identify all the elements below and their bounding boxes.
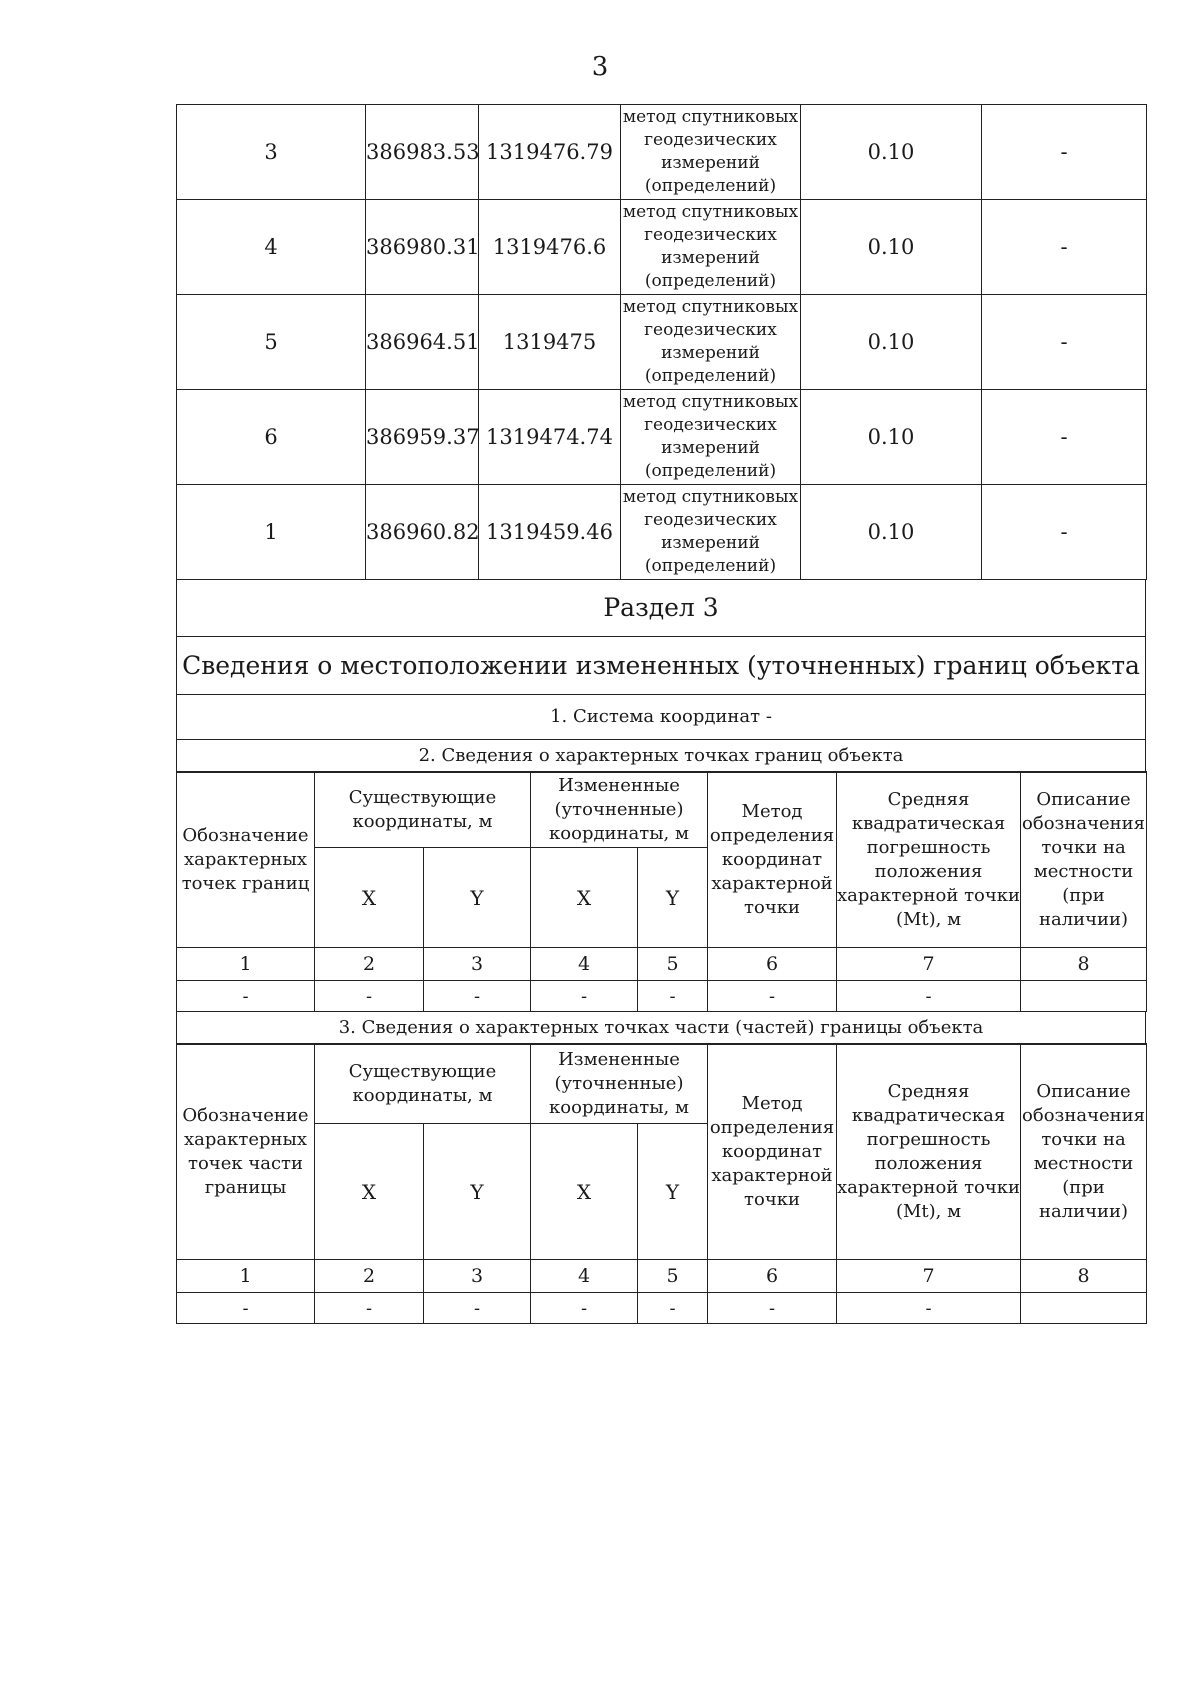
cell: - xyxy=(315,1293,424,1324)
point-number: 3 xyxy=(177,105,366,200)
cell xyxy=(1021,981,1147,1012)
cell: - xyxy=(177,981,315,1012)
column-number: 7 xyxy=(837,948,1021,981)
coordinates-table xyxy=(176,104,1147,580)
cell: - xyxy=(638,1293,708,1324)
method: метод спутниковых геодезических измерений (определений) xyxy=(621,105,801,200)
cell: - xyxy=(531,1293,638,1324)
col-description: Описание обозначения точки на местности (при наличии) xyxy=(1021,772,1147,948)
parts-heading-table xyxy=(176,1011,1146,1045)
column-number: 4 xyxy=(531,948,638,981)
table-row xyxy=(177,981,1147,1012)
cell: - xyxy=(837,981,1021,1012)
column-number: 1 xyxy=(177,948,315,981)
table-row xyxy=(177,200,1147,295)
table-row xyxy=(177,1293,1147,1324)
parts-heading-row xyxy=(177,1011,1146,1044)
coord-system-row xyxy=(177,694,1146,739)
parts-heading: 3. Сведения о характерных точках части (частей) границы объекта xyxy=(177,1011,1146,1044)
col-description: Описание обозначения точки на местности (при наличии) xyxy=(1021,1044,1147,1260)
col-accuracy: Средняя квадратическая погрешность положения характерной точки (Mt), м xyxy=(837,1044,1021,1260)
col-y: Y xyxy=(638,1124,708,1260)
cell: - xyxy=(177,1293,315,1324)
col-changed: Измененные (уточненные) координаты, м xyxy=(531,772,708,848)
column-number: 3 xyxy=(424,948,531,981)
coord-x: 386960.82 xyxy=(366,485,479,580)
coord-y: 1319475 xyxy=(479,295,621,390)
column-number: 2 xyxy=(315,948,424,981)
accuracy: 0.10 xyxy=(801,485,982,580)
cell xyxy=(1021,1293,1147,1324)
cell: - xyxy=(837,1293,1021,1324)
coord-x: 386980.31 xyxy=(366,200,479,295)
col-y: Y xyxy=(638,848,708,948)
col-x: X xyxy=(531,848,638,948)
page-number: 3 xyxy=(591,52,609,82)
cell: - xyxy=(424,1293,531,1324)
col-changed: Измененные (уточненные) координаты, м xyxy=(531,1044,708,1124)
coord-y: 1319476.6 xyxy=(479,200,621,295)
cell: - xyxy=(424,981,531,1012)
description: - xyxy=(982,390,1147,485)
point-number: 5 xyxy=(177,295,366,390)
table-row xyxy=(177,105,1147,200)
col-method: Метод определения координат характерной точки xyxy=(708,772,837,948)
column-number: 5 xyxy=(638,948,708,981)
description: - xyxy=(982,200,1147,295)
table-row xyxy=(177,485,1147,580)
column-number: 3 xyxy=(424,1260,531,1293)
coord-y: 1319474.74 xyxy=(479,390,621,485)
method: метод спутниковых геодезических измерений (определений) xyxy=(621,485,801,580)
col-y: Y xyxy=(424,1124,531,1260)
cell: - xyxy=(708,1293,837,1324)
section-title: Раздел 3 xyxy=(177,579,1146,636)
point-number: 4 xyxy=(177,200,366,295)
document-body xyxy=(176,104,1146,1324)
col-x: X xyxy=(315,1124,424,1260)
cell: - xyxy=(531,981,638,1012)
accuracy: 0.10 xyxy=(801,295,982,390)
coord-system: 1. Система координат - xyxy=(177,694,1146,739)
header-row xyxy=(177,1044,1147,1124)
col-designation: Обозначение характерных точек части границы xyxy=(177,1044,315,1260)
column-number: 2 xyxy=(315,1260,424,1293)
column-number: 8 xyxy=(1021,1260,1147,1293)
coord-x: 386964.51 xyxy=(366,295,479,390)
header-row xyxy=(177,772,1147,848)
cell: - xyxy=(315,981,424,1012)
table-row xyxy=(177,295,1147,390)
section-heading-row xyxy=(177,636,1146,694)
method: метод спутниковых геодезических измерений (определений) xyxy=(621,295,801,390)
column-numbers-row xyxy=(177,1260,1147,1293)
accuracy: 0.10 xyxy=(801,390,982,485)
accuracy: 0.10 xyxy=(801,200,982,295)
accuracy: 0.10 xyxy=(801,105,982,200)
description: - xyxy=(982,295,1147,390)
col-x: X xyxy=(531,1124,638,1260)
description: - xyxy=(982,485,1147,580)
point-number: 1 xyxy=(177,485,366,580)
boundary-points-table xyxy=(176,771,1147,1012)
column-number: 6 xyxy=(708,948,837,981)
coord-x: 386959.37 xyxy=(366,390,479,485)
description: - xyxy=(982,105,1147,200)
part-points-table xyxy=(176,1043,1147,1324)
column-number: 4 xyxy=(531,1260,638,1293)
table-row xyxy=(177,390,1147,485)
col-x: X xyxy=(315,848,424,948)
col-existing: Существующие координаты, м xyxy=(315,772,531,848)
points-heading-row xyxy=(177,739,1146,772)
coord-y: 1319459.46 xyxy=(479,485,621,580)
column-number: 5 xyxy=(638,1260,708,1293)
cell: - xyxy=(638,981,708,1012)
col-designation: Обозначение характерных точек границ xyxy=(177,772,315,948)
col-method: Метод определения координат характерной точки xyxy=(708,1044,837,1260)
section-heading: Сведения о местоположении измененных (уточненных) границ объекта xyxy=(177,636,1146,694)
column-number: 7 xyxy=(837,1260,1021,1293)
column-number: 1 xyxy=(177,1260,315,1293)
column-numbers-row xyxy=(177,948,1147,981)
method: метод спутниковых геодезических измерений (определений) xyxy=(621,200,801,295)
coord-x: 386983.53 xyxy=(366,105,479,200)
col-existing: Существующие координаты, м xyxy=(315,1044,531,1124)
cell: - xyxy=(708,981,837,1012)
method: метод спутниковых геодезических измерений (определений) xyxy=(621,390,801,485)
col-y: Y xyxy=(424,848,531,948)
column-number: 6 xyxy=(708,1260,837,1293)
coord-y: 1319476.79 xyxy=(479,105,621,200)
points-heading: 2. Сведения о характерных точках границ объекта xyxy=(177,739,1146,772)
section-title-row xyxy=(177,579,1146,636)
col-accuracy: Средняя квадратическая погрешность положения характерной точки (Mt), м xyxy=(837,772,1021,948)
point-number: 6 xyxy=(177,390,366,485)
section-3-header xyxy=(176,579,1146,773)
column-number: 8 xyxy=(1021,948,1147,981)
